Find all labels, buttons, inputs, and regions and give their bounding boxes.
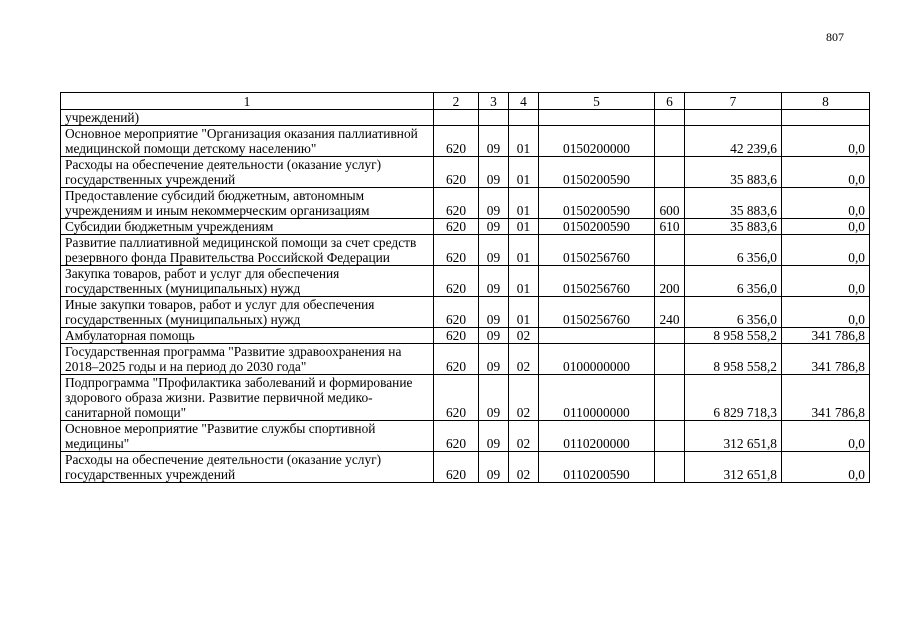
subsection-cell: 02 [509,344,539,375]
section-cell: 09 [479,421,509,452]
grbs-cell: 620 [434,297,479,328]
column-header: 4 [509,93,539,110]
column-header: 7 [685,93,782,110]
expense-type-cell [655,375,685,421]
amount-cell [685,110,782,126]
expense-type-cell [655,235,685,266]
amount-cell [782,110,870,126]
subsection-cell: 01 [509,188,539,219]
amount-cell: 8 958 558,2 [685,328,782,344]
amount-cell: 0,0 [782,452,870,483]
amount-cell: 312 651,8 [685,452,782,483]
table-row [61,126,870,157]
table-row [61,297,870,328]
grbs-cell: 620 [434,421,479,452]
column-header: 1 [61,93,434,110]
column-header: 3 [479,93,509,110]
expense-type-cell [655,110,685,126]
row-name-cell: Закупка товаров, работ и услуг для обеспечения государственных (муниципальных) нужд [61,266,434,297]
column-header: 8 [782,93,870,110]
row-name-cell: Амбулаторная помощь [61,328,434,344]
expense-type-cell [655,328,685,344]
amount-cell: 42 239,6 [685,126,782,157]
expense-type-cell [655,126,685,157]
table-row [61,235,870,266]
row-name-cell: Основное мероприятие "Организация оказания паллиативной медицинской помощи детскому населению" [61,126,434,157]
row-name-cell: Расходы на обеспечение деятельности (оказание услуг) государственных учреждений [61,452,434,483]
section-cell [479,110,509,126]
target-item-cell: 0150256760 [539,266,655,297]
amount-cell: 6 356,0 [685,235,782,266]
expense-type-cell: 200 [655,266,685,297]
column-header: 2 [434,93,479,110]
section-cell: 09 [479,219,509,235]
amount-cell: 0,0 [782,297,870,328]
grbs-cell [434,110,479,126]
amount-cell: 0,0 [782,421,870,452]
target-item-cell: 0110200590 [539,452,655,483]
section-cell: 09 [479,157,509,188]
grbs-cell: 620 [434,219,479,235]
amount-cell: 0,0 [782,219,870,235]
row-name-cell: Расходы на обеспечение деятельности (оказание услуг) государственных учреждений [61,157,434,188]
amount-cell: 341 786,8 [782,344,870,375]
table-row [61,157,870,188]
subsection-cell: 01 [509,219,539,235]
amount-cell: 312 651,8 [685,421,782,452]
table-row [61,219,870,235]
amount-cell: 6 356,0 [685,266,782,297]
amount-cell: 35 883,6 [685,157,782,188]
amount-cell: 0,0 [782,157,870,188]
table-row [61,375,870,421]
amount-cell: 0,0 [782,266,870,297]
table-row [61,344,870,375]
target-item-cell [539,328,655,344]
page-number: 807 [826,30,844,44]
grbs-cell: 620 [434,452,479,483]
section-cell: 09 [479,452,509,483]
amount-cell: 35 883,6 [685,219,782,235]
row-name-cell: учреждений) [61,110,434,126]
amount-cell: 0,0 [782,188,870,219]
subsection-cell: 02 [509,375,539,421]
row-name-cell: Предоставление субсидий бюджетным, автономным учреждениям и иным некоммерческим организациям [61,188,434,219]
table-row [61,188,870,219]
subsection-cell: 02 [509,452,539,483]
grbs-cell: 620 [434,266,479,297]
target-item-cell: 0150256760 [539,235,655,266]
target-item-cell: 0150200590 [539,219,655,235]
target-item-cell: 0110000000 [539,375,655,421]
section-cell: 09 [479,235,509,266]
row-name-cell: Субсидии бюджетным учреждениям [61,219,434,235]
target-item-cell [539,110,655,126]
grbs-cell: 620 [434,375,479,421]
table-row [61,266,870,297]
subsection-cell: 01 [509,235,539,266]
subsection-cell: 01 [509,126,539,157]
target-item-cell: 0150200000 [539,126,655,157]
amount-cell: 35 883,6 [685,188,782,219]
amount-cell: 8 958 558,2 [685,344,782,375]
section-cell: 09 [479,126,509,157]
expense-type-cell [655,421,685,452]
expense-type-cell [655,452,685,483]
grbs-cell: 620 [434,344,479,375]
amount-cell: 341 786,8 [782,375,870,421]
header-row [61,93,870,110]
expense-type-cell: 610 [655,219,685,235]
section-cell: 09 [479,188,509,219]
expense-type-cell [655,157,685,188]
amount-cell: 6 356,0 [685,297,782,328]
subsection-cell: 02 [509,421,539,452]
column-header: 6 [655,93,685,110]
grbs-cell: 620 [434,157,479,188]
row-name-cell: Государственная программа "Развитие здравоохранения на 2018–2025 годы и на период до 2030 года" [61,344,434,375]
subsection-cell: 02 [509,328,539,344]
amount-cell: 0,0 [782,126,870,157]
row-name-cell: Основное мероприятие "Развитие службы спортивной медицины" [61,421,434,452]
grbs-cell: 620 [434,328,479,344]
section-cell: 09 [479,375,509,421]
subsection-cell [509,110,539,126]
table-row [61,421,870,452]
subsection-cell: 01 [509,157,539,188]
section-cell: 09 [479,297,509,328]
grbs-cell: 620 [434,235,479,266]
row-name-cell: Развитие паллиативной медицинской помощи за счет средств резервного фонда Правительства Российской Федерации [61,235,434,266]
budget-table [60,92,870,483]
table-row [61,110,870,126]
section-cell: 09 [479,328,509,344]
subsection-cell: 01 [509,266,539,297]
column-header: 5 [539,93,655,110]
expense-type-cell [655,344,685,375]
table-row [61,452,870,483]
target-item-cell: 0150200590 [539,157,655,188]
section-cell: 09 [479,344,509,375]
row-name-cell: Иные закупки товаров, работ и услуг для обеспечения государственных (муниципальных) нужд [61,297,434,328]
section-cell: 09 [479,266,509,297]
amount-cell: 0,0 [782,235,870,266]
amount-cell: 6 829 718,3 [685,375,782,421]
grbs-cell: 620 [434,188,479,219]
target-item-cell: 0110200000 [539,421,655,452]
subsection-cell: 01 [509,297,539,328]
row-name-cell: Подпрограмма "Профилактика заболеваний и формирование здорового образа жизни. Развитие первичной медико-санитарной помощи" [61,375,434,421]
grbs-cell: 620 [434,126,479,157]
target-item-cell: 0150256760 [539,297,655,328]
target-item-cell: 0100000000 [539,344,655,375]
table-row [61,328,870,344]
target-item-cell: 0150200590 [539,188,655,219]
expense-type-cell: 600 [655,188,685,219]
amount-cell: 341 786,8 [782,328,870,344]
expense-type-cell: 240 [655,297,685,328]
